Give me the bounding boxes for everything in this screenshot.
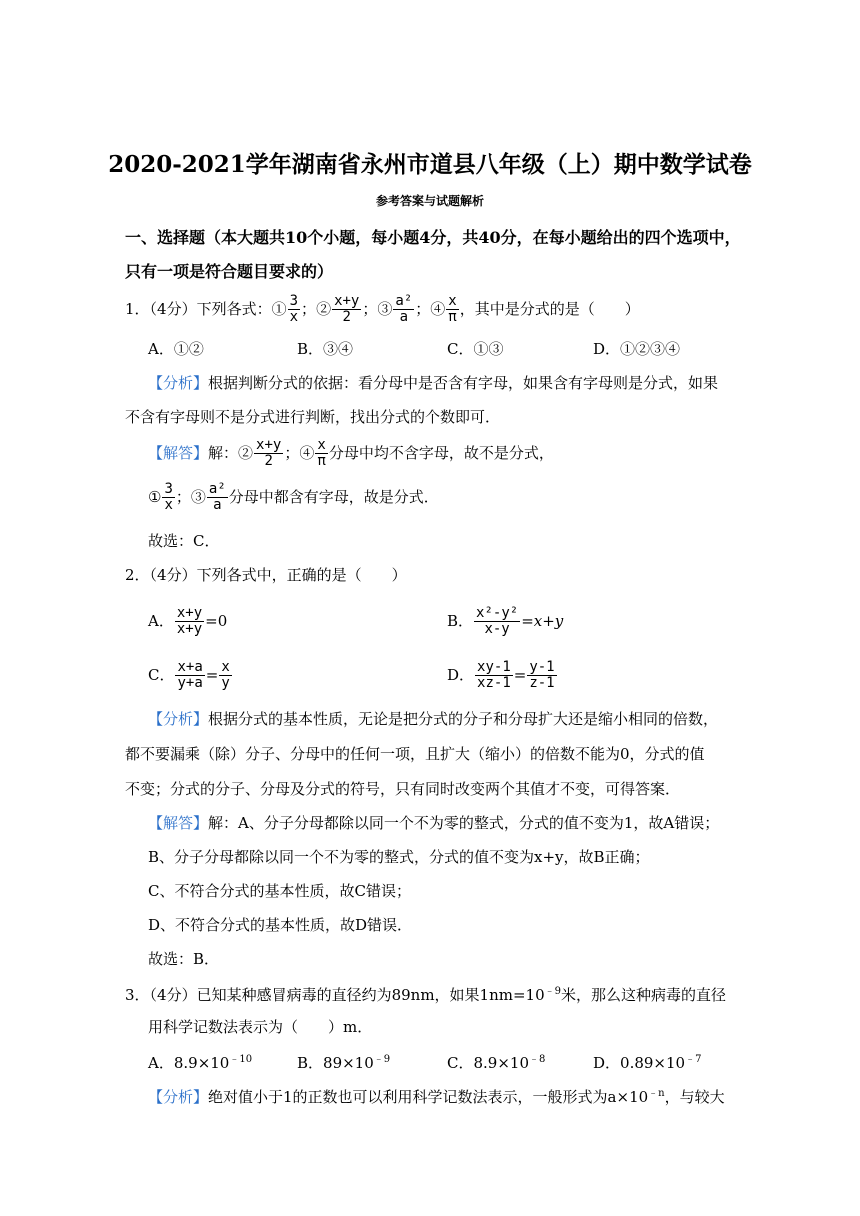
q2-a-den: x+y bbox=[176, 621, 203, 638]
q1-circle-4: ④ bbox=[430, 299, 446, 318]
q2-c2-den: y bbox=[221, 675, 230, 692]
q1-sol-mid: 分母中均不含字母，故不是分式， bbox=[328, 443, 554, 462]
q2-option-a bbox=[148, 606, 227, 638]
q3-analysis-exp: ﹣n bbox=[648, 1088, 665, 1099]
q3-b-base: B．89×10 bbox=[297, 1054, 374, 1072]
q3-stem1-exp: ﹣9 bbox=[544, 986, 562, 997]
q1-analysis bbox=[148, 372, 718, 393]
q1-sol2-fraction-3 bbox=[207, 482, 228, 514]
q2-a-rhs: =0 bbox=[205, 611, 228, 630]
q2-solution-line3: C、不符合分式的基本性质，故C错误； bbox=[148, 882, 411, 900]
q2-answer: 故选：B． bbox=[148, 950, 220, 968]
q2-analysis-line2: 都不要漏乘（除）分子、分母中的任何一项，且扩大（缩小）的倍数不能为0，分式的值 bbox=[125, 745, 705, 763]
q1-sol2-circle-1: ① bbox=[148, 487, 162, 506]
q1-solution-line2 bbox=[148, 482, 439, 514]
q3-analysis-a: 绝对值小于1的正数也可以利用科学记数法表示，一般形式为a×10 bbox=[208, 1088, 649, 1106]
q1-f1-num: 3 bbox=[289, 293, 299, 309]
q1-f1-den: x bbox=[289, 309, 299, 326]
q3-analysis-b: ，与较大 bbox=[664, 1088, 725, 1106]
q2-c-fraction-2 bbox=[219, 660, 231, 692]
analysis-tag: 【分析】 bbox=[148, 374, 209, 392]
q1-sol-f2-den: 2 bbox=[264, 453, 273, 470]
q2-d-fraction-1 bbox=[475, 660, 513, 692]
q1-fraction-1 bbox=[288, 294, 300, 326]
q2-c-eq: = bbox=[205, 665, 219, 684]
q2-b-num: x²-y² bbox=[476, 605, 519, 621]
q1-sol-sep: ； bbox=[284, 443, 300, 462]
q1-fraction-2 bbox=[332, 294, 361, 326]
q1-option-a: A．①② bbox=[148, 340, 204, 358]
q1-fraction-4 bbox=[446, 294, 458, 326]
q1-analysis-text: 根据判断分式的依据：看分母中是否含有字母，如果含有字母则是分式，如果 bbox=[208, 374, 719, 392]
q1-solution bbox=[148, 438, 554, 470]
q1-sol-fraction-4 bbox=[315, 438, 327, 470]
q1-sol2-sep: ； bbox=[175, 487, 191, 506]
q1-fraction-3 bbox=[393, 294, 414, 326]
q1-sol-f4-den: π bbox=[317, 453, 326, 470]
q1-option-b: B．③④ bbox=[297, 340, 354, 358]
q1-sol-prefix: 解： bbox=[208, 443, 239, 462]
q2-d1-den: xz-1 bbox=[477, 675, 511, 692]
q2-a-label: A． bbox=[148, 611, 174, 630]
q2-c-fraction-1 bbox=[175, 660, 204, 692]
solution-tag: 【解答】 bbox=[148, 443, 209, 462]
q3-d-exp: ﹣7 bbox=[685, 1054, 702, 1065]
q1-sep-3: ； bbox=[415, 299, 431, 318]
page-subtitle: 参考答案与试题解析 bbox=[375, 194, 484, 208]
q1-circle-1: ① bbox=[271, 299, 287, 318]
q2-analysis-tag: 【分析】 bbox=[148, 710, 209, 728]
q2-solution-line4: D、不符合分式的基本性质，故D错误． bbox=[148, 916, 413, 934]
q1-sol-fraction-2 bbox=[254, 438, 283, 470]
q3-c-exp: ﹣8 bbox=[529, 1054, 546, 1065]
q3-a-base: A．8.9×10 bbox=[148, 1054, 230, 1072]
q2-option-c bbox=[148, 660, 233, 692]
q2-c1-num: x+a bbox=[177, 659, 203, 675]
q2-solution bbox=[148, 812, 719, 833]
q1-f4-num: x bbox=[448, 293, 457, 309]
q2-stem: 2．（4分）下列各式中，正确的是（ ） bbox=[125, 566, 407, 584]
q3-analysis-tag: 【分析】 bbox=[148, 1088, 209, 1106]
q1-sep-1: ； bbox=[301, 299, 317, 318]
q3-a-exp: ﹣10 bbox=[229, 1054, 253, 1065]
q3-stem1-a: 3．（4分）已知某种感冒病毒的直径约为89nm，如果1nm=10 bbox=[125, 986, 545, 1004]
section-heading-line2: 只有一项是符合题目要求的） bbox=[125, 262, 334, 281]
q1-sol-circle-2: ② bbox=[238, 443, 254, 462]
q3-option-c bbox=[447, 1050, 545, 1073]
q2-solution-line2: B、分子分母都除以同一个不为零的整式，分式的值不变为x+y，故B正确； bbox=[148, 848, 650, 866]
q1-circle-3: ③ bbox=[377, 299, 393, 318]
q1-f3-den: a bbox=[399, 309, 409, 326]
q1-sol2-fraction-1 bbox=[162, 482, 174, 514]
q1-option-c: C．①③ bbox=[447, 340, 504, 358]
q3-stem1-b: 米，那么这种病毒的直径 bbox=[561, 986, 727, 1004]
q2-analysis-line3: 不变；分式的分子、分母及分式的符号，只有同时改变两个其值才不变，可得答案． bbox=[125, 780, 681, 798]
q1-sol-f2-num: x+y bbox=[256, 437, 282, 453]
q2-b-den: x-y bbox=[484, 621, 510, 638]
q1-stem bbox=[125, 294, 640, 326]
q2-c2-num: x bbox=[221, 659, 230, 675]
q2-b-label: B． bbox=[447, 611, 474, 630]
q1-sol2-suffix: 分母中都含有字母，故是分式． bbox=[228, 487, 439, 506]
q1-stem-prefix: 1．（4分）下列各式： bbox=[125, 299, 272, 318]
q2-d-label: D． bbox=[447, 665, 475, 684]
q2-option-d bbox=[447, 660, 558, 692]
q1-f2-num: x+y bbox=[334, 293, 360, 309]
q3-d-base: D．0.89×10 bbox=[593, 1054, 686, 1072]
q1-sol2-f1-num: 3 bbox=[164, 481, 173, 497]
q1-circle-2: ② bbox=[316, 299, 332, 318]
q1-sol2-f3-den: a bbox=[213, 497, 222, 514]
q3-b-exp: ﹣9 bbox=[373, 1054, 391, 1065]
q2-d-eq: = bbox=[513, 665, 527, 684]
q1-f2-den: 2 bbox=[342, 309, 351, 326]
q2-c1-den: y+a bbox=[177, 675, 203, 692]
q3-stem-line1 bbox=[125, 982, 726, 1005]
q3-option-d bbox=[593, 1050, 701, 1073]
q1-f4-den: π bbox=[448, 309, 457, 326]
q1-sol2-f3-num: a² bbox=[208, 481, 226, 497]
page-title: 2020-2021学年湖南省永州市道县八年级（上）期中数学试卷 bbox=[108, 151, 752, 178]
q2-option-b bbox=[447, 606, 563, 638]
q2-d1-num: xy-1 bbox=[477, 659, 511, 675]
q2-solution-tag: 【解答】 bbox=[148, 814, 209, 832]
q1-sol2-circle-3: ③ bbox=[190, 487, 206, 506]
q2-a-num: x+y bbox=[176, 605, 203, 621]
q1-answer: 故选：C． bbox=[148, 532, 220, 550]
q1-stem-suffix: ，其中是分式的是（ ） bbox=[459, 299, 640, 318]
q1-f3-num: a² bbox=[395, 293, 413, 309]
section-heading-line1: 一、选择题（本大题共10个小题，每小题4分，共40分，在每小题给出的四个选项中， bbox=[125, 228, 741, 247]
q2-d2-num: y-1 bbox=[529, 659, 555, 675]
q2-a-fraction bbox=[175, 606, 204, 638]
q3-option-b bbox=[297, 1050, 390, 1073]
q2-sol1-text: 解：A、分子分母都除以同一个不为零的整式，分式的值不变为1，故A错误； bbox=[208, 814, 720, 832]
q3-option-a bbox=[148, 1050, 252, 1073]
q2-analysis-text: 根据分式的基本性质，无论是把分式的分子和分母扩大还是缩小相同的倍数， bbox=[208, 710, 719, 728]
q1-sol-f4-num: x bbox=[317, 437, 326, 453]
q3-stem-line2: 用科学记数法表示为（ ）m． bbox=[148, 1018, 373, 1036]
q1-sep-2: ； bbox=[362, 299, 378, 318]
q1-option-d: D．①②③④ bbox=[593, 340, 681, 358]
q1-analysis-line2: 不含有字母则不是分式进行判断，找出分式的个数即可． bbox=[125, 408, 501, 426]
q2-b-rhs: =x+y bbox=[521, 611, 564, 630]
q1-sol2-f1-den: x bbox=[164, 497, 173, 514]
q3-analysis bbox=[148, 1084, 725, 1107]
q2-d2-den: z-1 bbox=[529, 675, 555, 692]
q2-d-fraction-2 bbox=[527, 660, 556, 692]
q2-c-label: C． bbox=[148, 665, 175, 684]
q2-analysis bbox=[148, 708, 718, 729]
q1-sol-circle-4: ④ bbox=[299, 443, 315, 462]
q3-c-base: C．8.9×10 bbox=[447, 1054, 529, 1072]
q2-b-fraction bbox=[474, 606, 520, 638]
